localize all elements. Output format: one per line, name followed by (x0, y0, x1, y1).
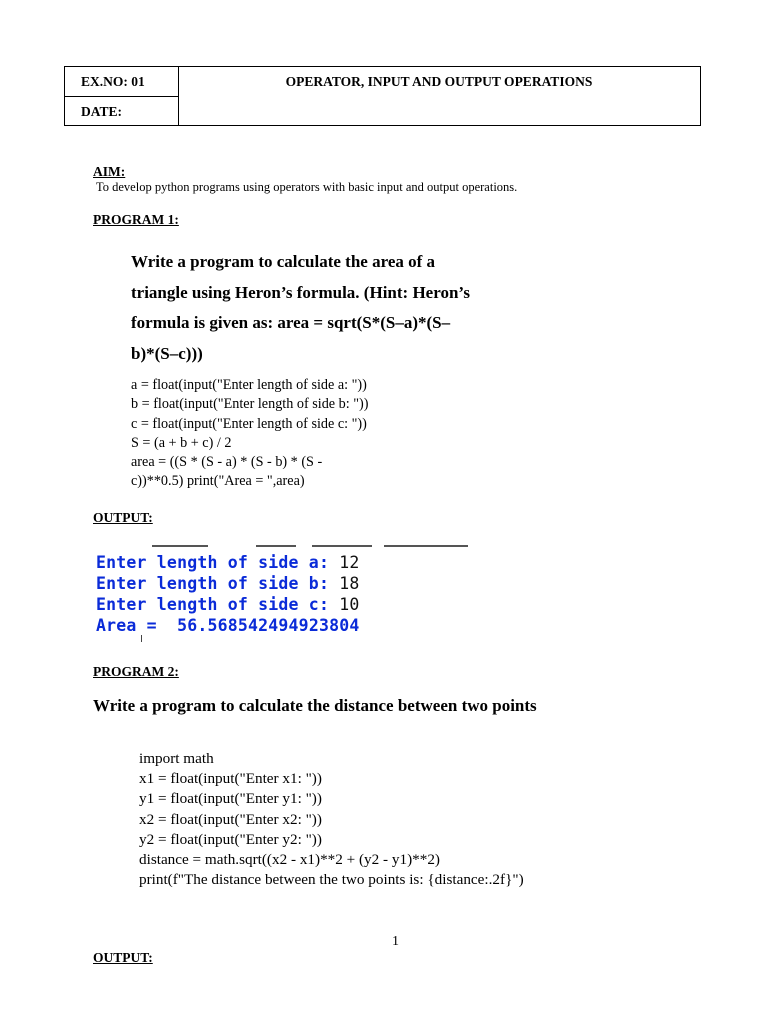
header-horizontal-divider (65, 96, 178, 97)
output-line-b (96, 574, 360, 593)
code-line: a = float(input("Enter length of side a: ")) (131, 377, 367, 393)
exercise-title: OPERATOR, INPUT AND OUTPUT OPERATIONS (285, 74, 593, 89)
program-2-label: PROGRAM 2: (93, 664, 179, 679)
task-line: b)*(S–c))) (131, 343, 203, 363)
aim-text: To develop python programs using operators with basic input and output operations. (96, 180, 518, 194)
code-line: distance = math.sqrt((x2 - x1)**2 + (y2 - y1)**2) (139, 851, 440, 869)
ex-no: EX.NO: 01 (81, 74, 145, 89)
program-1-output-label: OUTPUT: (93, 510, 153, 525)
code-line: b = float(input("Enter length of side b: ")) (131, 396, 369, 413)
output-prompt: Enter length of side c: (96, 595, 340, 614)
date-label: DATE: (81, 104, 123, 119)
output-prompt: Area = (96, 616, 178, 635)
program-1-label: PROGRAM 1: (93, 212, 179, 227)
code-line: x1 = float(input("Enter x1: ")) (139, 770, 322, 788)
output-value: 12 (339, 553, 360, 572)
page-number: 1 (392, 934, 399, 949)
output-value: 18 (339, 574, 360, 593)
code-line: y1 = float(input("Enter y1: ")) (139, 790, 322, 808)
code-line: import math (139, 750, 214, 767)
cropped-previous-line (152, 543, 472, 548)
task-line: triangle using Heron’s formula. (Hint: Heron’s (131, 282, 471, 302)
header-table (64, 66, 701, 126)
code-line: y2 = float(input("Enter y2: ")) (139, 830, 322, 848)
task-line: formula is given as: area = sqrt(S*(S–a)*(S– (131, 313, 451, 332)
code-line: x2 = float(input("Enter x2: ")) (139, 810, 322, 828)
output-prompt: Enter length of side a: (96, 553, 340, 572)
output-value: 10 (339, 595, 360, 614)
program-2-output-label: OUTPUT: (93, 950, 153, 965)
program-1-task (131, 247, 470, 369)
program-1-code (131, 376, 368, 492)
output-line-area (96, 616, 360, 635)
aim-label: AIM: (93, 164, 126, 179)
output-line-a (96, 553, 360, 572)
program-2-task: Write a program to calculate the distance between two points (93, 696, 537, 715)
output-screenshot (94, 543, 394, 643)
output-prompt: Enter length of side b: (96, 574, 340, 593)
code-line: S = (a + b + c) / 2 (131, 434, 232, 451)
text-cursor (141, 635, 142, 642)
output-value: 56.568542494923804 (177, 616, 360, 635)
code-line: c = float(input("Enter length of side c: ")) (131, 415, 367, 432)
code-line: area = ((S * (S - a) * (S - b) * (S - (131, 454, 323, 471)
code-line: print(f"The distance between the two points is: {distance:.2f}") (139, 871, 524, 889)
program-2-code (139, 749, 524, 890)
output-line-c (96, 595, 360, 614)
task-line: Write a program to calculate the area of a (131, 252, 436, 271)
code-line: c))**0.5) print("Area = ",area) (131, 473, 305, 490)
